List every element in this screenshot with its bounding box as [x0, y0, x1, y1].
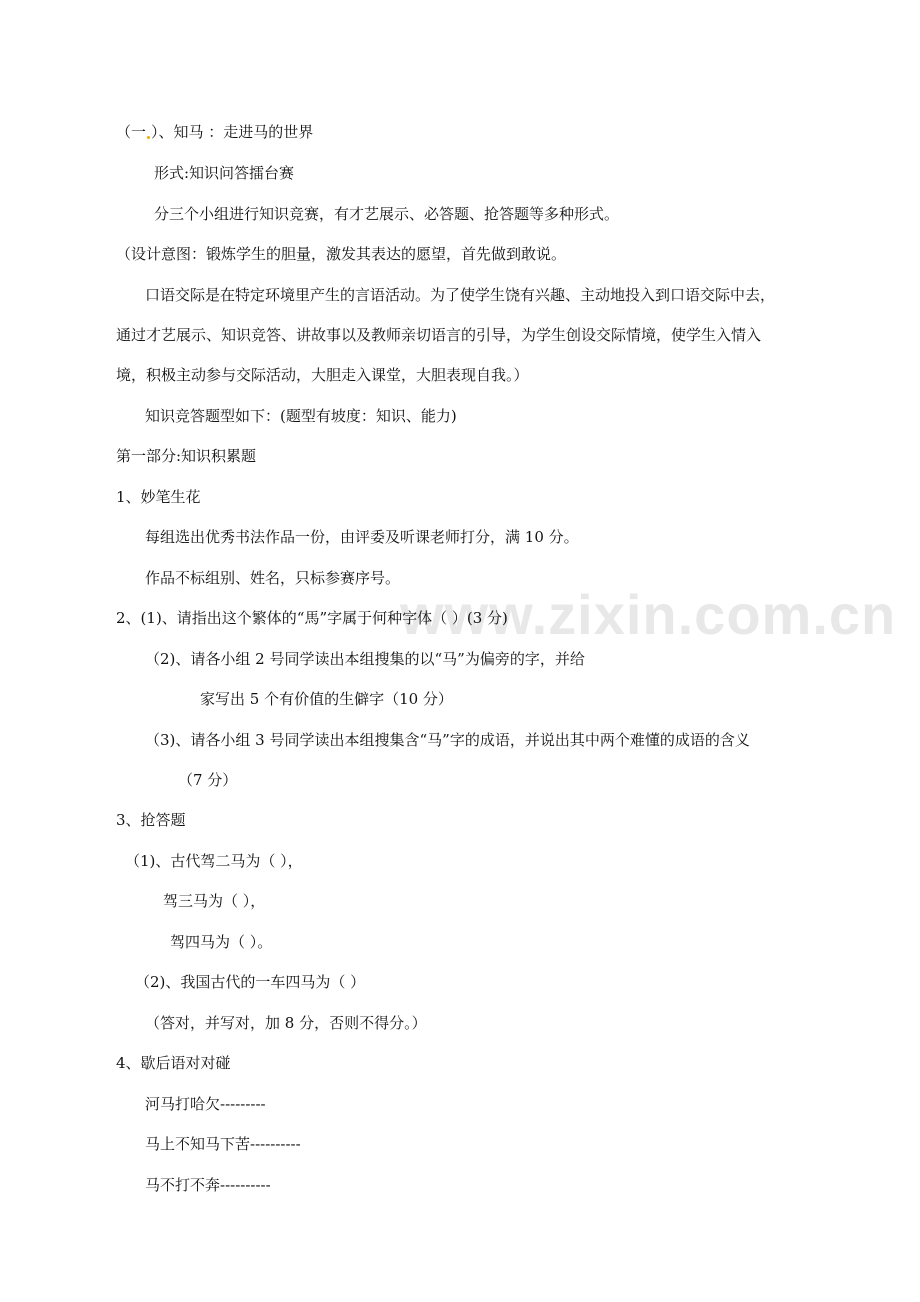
question-line: 驾四马为（ ）。: [170, 933, 273, 951]
item-heading: 1、妙笔生花: [116, 488, 201, 506]
paragraph-line: 口语交际是在特定环境里产生的言语活动。为了使学生饶有兴趣、主动地投入到口语交际中去，: [145, 286, 776, 304]
note-line: （答对，并写对，加 8 分，否则不得分。）: [145, 1014, 427, 1032]
paragraph-line: 每组选出优秀书法作品一份，由评委及听课老师打分，满 10 分。: [145, 528, 579, 546]
question-line: （3)、请各小组 3 号同学读出本组搜集含“马”字的成语，并说出其中两个难懂的成语的含义: [145, 731, 750, 749]
paragraph-line: 境，积极主动参与交际活动，大胆走入课堂，大胆表现自我。）: [116, 366, 529, 384]
item-heading: 3、抢答题: [116, 811, 186, 829]
proverb-line: 河马打哈欠---------: [145, 1095, 266, 1113]
paragraph-line: 分三个小组进行知识竞赛，有才艺展示、必答题、抢答题等多种形式。: [154, 205, 620, 223]
highlight-dot-icon: [147, 136, 150, 139]
section-heading-part1: （一: [116, 123, 147, 141]
part-heading: 第一部分:知识积累题: [116, 447, 257, 465]
question-line: （2)、我国古代的一车四马为（ ）: [135, 973, 366, 991]
question-line: 家写出 5 个有价值的生僻字（10 分）: [200, 690, 453, 708]
question-line: 驾三马为（ ），: [163, 892, 266, 910]
proverb-line: 马不打不奔----------: [145, 1176, 271, 1194]
format-line: 形式:知识问答擂台赛: [154, 164, 295, 182]
section-heading: [116, 122, 313, 142]
question-line: （7 分）: [178, 771, 238, 789]
question-line: （2)、请各小组 2 号同学读出本组搜集的以“马”为偏旁的字，并给: [145, 650, 585, 668]
paragraph-line: 作品不标组别、姓名，只标参赛序号。: [145, 569, 401, 587]
section-heading-part2: ）、知马 ：走进马的世界: [151, 123, 314, 141]
question-line: （1)、古代驾二马为（ ），: [125, 852, 303, 870]
question-types-line: 知识竞答题型如下：(题型有坡度：知识、能力): [145, 407, 457, 425]
proverb-line: 马上不知马下苦----------: [145, 1135, 301, 1153]
item-heading: 4、歇后语对对碰: [116, 1054, 231, 1072]
watermark: www.zixin.com.cn: [400, 583, 897, 646]
design-intent-line: （设计意图：锻炼学生的胆量，激发其表达的愿望，首先做到敢说。: [116, 245, 567, 263]
question-line: 2、(1)、请指出这个繁体的“馬”字属于何种字体（ ）(3 分): [116, 609, 508, 627]
paragraph-line: 通过才艺展示、知识竞答、讲故事以及教师亲切语言的引导，为学生创设交际情境，使学生入情入: [116, 326, 762, 344]
